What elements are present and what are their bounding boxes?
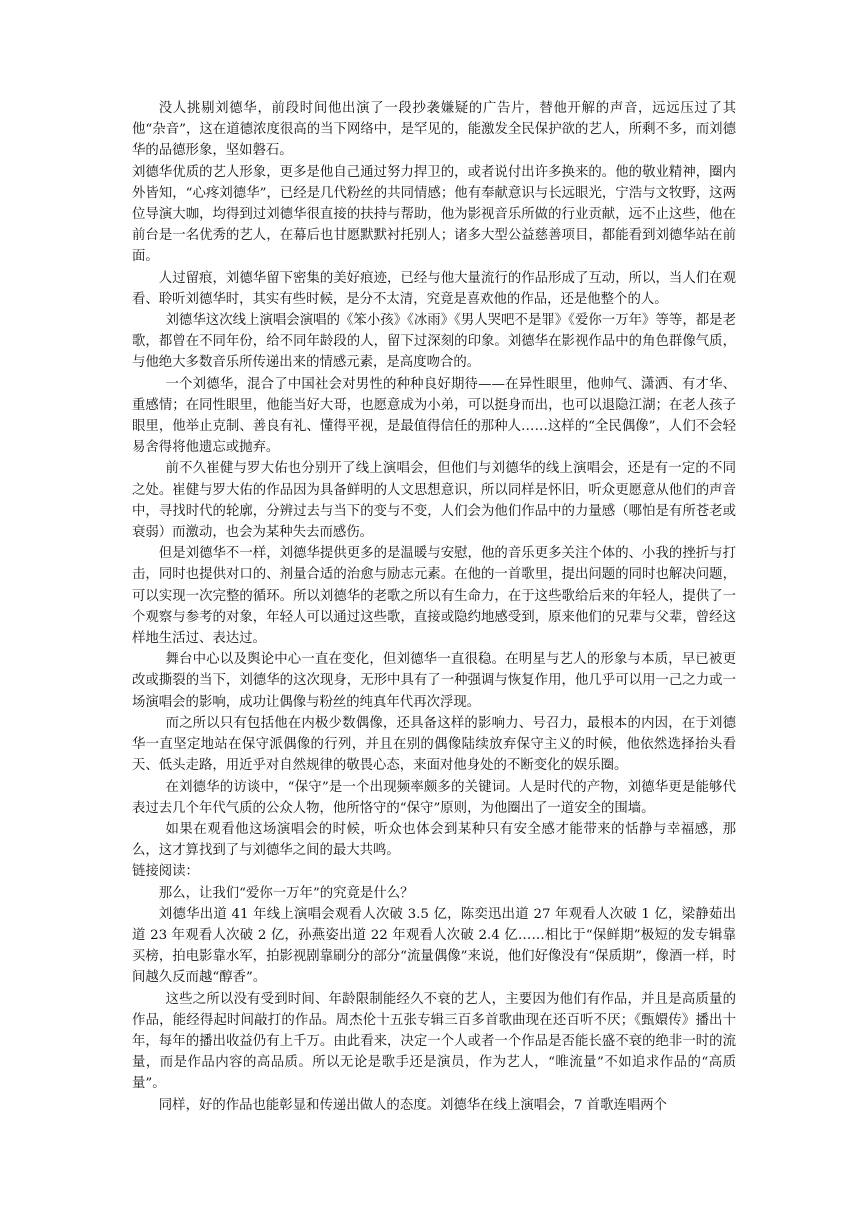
paragraph-2: 刘德华优质的艺人形象，更多是他自己通过努力捍卫的，或者说付出许多换来的。他的敬业精神，圈内外皆知，“心疼刘德华”，已经是几代粉丝的共同情感；他有奉献意识与长远眼光，宁浩与文牧野，这两位导演大咖，均得到过刘德华很直接的扶持与帮助，他为影视音乐所做的行业贡献，远不止这些，他在前台是一名优秀的艺人，在幕后也甘愿默默衬托别人；诸多大型公益慈善项目，都能看到刘德华站在前面。	[132, 164, 736, 265]
paragraph-9: 而之所以只有包括他在内极少数偶像，还具备这样的影响力、号召力，最根本的内因，在于刘德华一直坚定地站在保守派偶像的行列，并且在别的偶像陆续放弃保守主义的时候，他依然选择抬头看天、低头走路，用近乎对自然规律的敬畏心态，来面对他身处的不断变化的娱乐圈。	[132, 715, 736, 774]
paragraph-14: 刘德华出道 41 年线上演唱会观看人次破 3.5 亿，陈奕迅出道 27 年观看人次破 1 亿，梁静茹出道 23 年观看人次破 2 亿，孙燕姿出道 22 年观看人次破 2.4 亿……相比于“保鲜期”极短的发专辑靠买榜，拍电影靠水军，拍影视剧靠刷分的部分“流量偶像”来说，他们好像没有“保质期”，像酒一样，时间越久反而越“醇香”。	[132, 906, 736, 986]
paragraph-13: 那么，让我们“爱你一万年”的究竟是什么？	[158, 885, 414, 901]
paragraph-11: 如果在观看他这场演唱会的时候，听众也体会到某种只有安全感才能带来的恬静与幸福感，那么，这才算找到了与刘德华之间的最大共鸣。	[132, 821, 736, 859]
paragraph-16: 同样，好的作品也能彰显和传递出做人的态度。刘德华在线上演唱会，7 首歌连唱两个	[158, 1097, 668, 1113]
paragraph-1: 没人挑剔刘德华，前段时间他出演了一段抄袭嫌疑的广告片，替他开解的声音，远远压过了其他“杂音”，这在道德浓度很高的当下网络中，是罕见的，能激发全民保护欲的艺人，所剩不多，而刘德华的品德形象，坚如磐石。	[132, 101, 736, 159]
paragraph-6: 前不久崔健与罗大佑也分别开了线上演唱会，但他们与刘德华的线上演唱会，还是有一定的不同之处。崔健与罗大佑的作品因为具备鲜明的人文思想意识，所以同样是怀旧，听众更愿意从他们的声音中，寻找时代的轮廓，分辨过去与当下的变与不变，人们会为他们作品中的力量感（哪怕是有所苍老或衰弱）而激动，也会为某种失去而感伤。	[132, 461, 736, 541]
paragraph-8: 舞台中心以及舆论中心一直在变化，但刘德华一直很稳。在明星与艺人的形象与本质，早已被更改或撕裂的当下，刘德华的这次现身，无形中具有了一种强调与恢复作用，他几乎可以用一己之力或一场演唱会的影响，成功让偶像与粉丝的纯真年代再次浮现。	[132, 652, 736, 710]
paragraph-3: 人过留痕，刘德华留下密集的美好痕迹，已经与他大量流行的作品形成了互动，所以，当人们在观看、聆听刘德华时，其实有些时候，是分不太清，究竟是喜欢他的作品，还是他整个的人。	[132, 270, 736, 307]
paragraph-4: 刘德华这次线上演唱会演唱的《笨小孩》《冰雨》《男人哭吧不是罪》《爱你一万年》等等，都是老歌，都曾在不同年份，给不同年龄段的人，留下过深刻的印象。刘德华在影视作品中的角色群像气质，与他绝大多数音乐所传递出来的情感元素，是高度吻合的。	[132, 313, 736, 371]
article-body	[132, 98, 736, 1116]
paragraph-15: 这些之所以没有受到时间、年龄限制能经久不衰的艺人，主要因为他们有作品，并且是高质量的作品，能经得起时间敲打的作品。周杰伦十五张专辑三百多首歌曲现在还百听不厌；《甄嬛传》播出十年，每年的播出收益仍有上千万。由此看来，决定一个人或者一个作品是否能长盛不衰的绝非一时的流量，而是作品内容的高品质。所以无论是歌手还是演员，作为艺人，“唯流量”不如追求作品的“高质量”。	[132, 991, 736, 1092]
paragraph-10: 在刘德华的访谈中，“保守”是一个出现频率颇多的关键词。人是时代的产物，刘德华更是能够代表过去几个年代气质的公众人物，他所恪守的“保守”原则，为他圈出了一道安全的围墙。	[132, 779, 736, 816]
link-reading-heading: 链接阅读：	[132, 864, 199, 880]
paragraph-7: 但是刘德华不一样，刘德华提供更多的是温暖与安慰，他的音乐更多关注个体的、小我的挫折与打击，同时也提供对口的、剂量合适的治愈与励志元素。在他的一首歌里，提出问题的同时也解决问题，可以实现一次完整的循环。所以刘德华的老歌之所以有生命力，在于这些歌给后来的年轻人，提供了一个观察与参考的对象，年轻人可以通过这些歌，直接或隐约地感受到，原来他们的兄辈与父辈，曾经这样地生活过、表达过。	[132, 546, 736, 647]
paragraph-5: 一个刘德华，混合了中国社会对男性的种种良好期待——在异性眼里，他帅气、潇洒、有才华、重感情；在同性眼里，他能当好大哥，也愿意成为小弟，可以挺身而出，也可以退隐江湖；在老人孩子眼里，他举止克制、善良有礼、懂得平视，是最值得信任的那种人……这样的“全民偶像”，人们不会轻易舍得将他遗忘或抛弃。	[132, 376, 736, 456]
